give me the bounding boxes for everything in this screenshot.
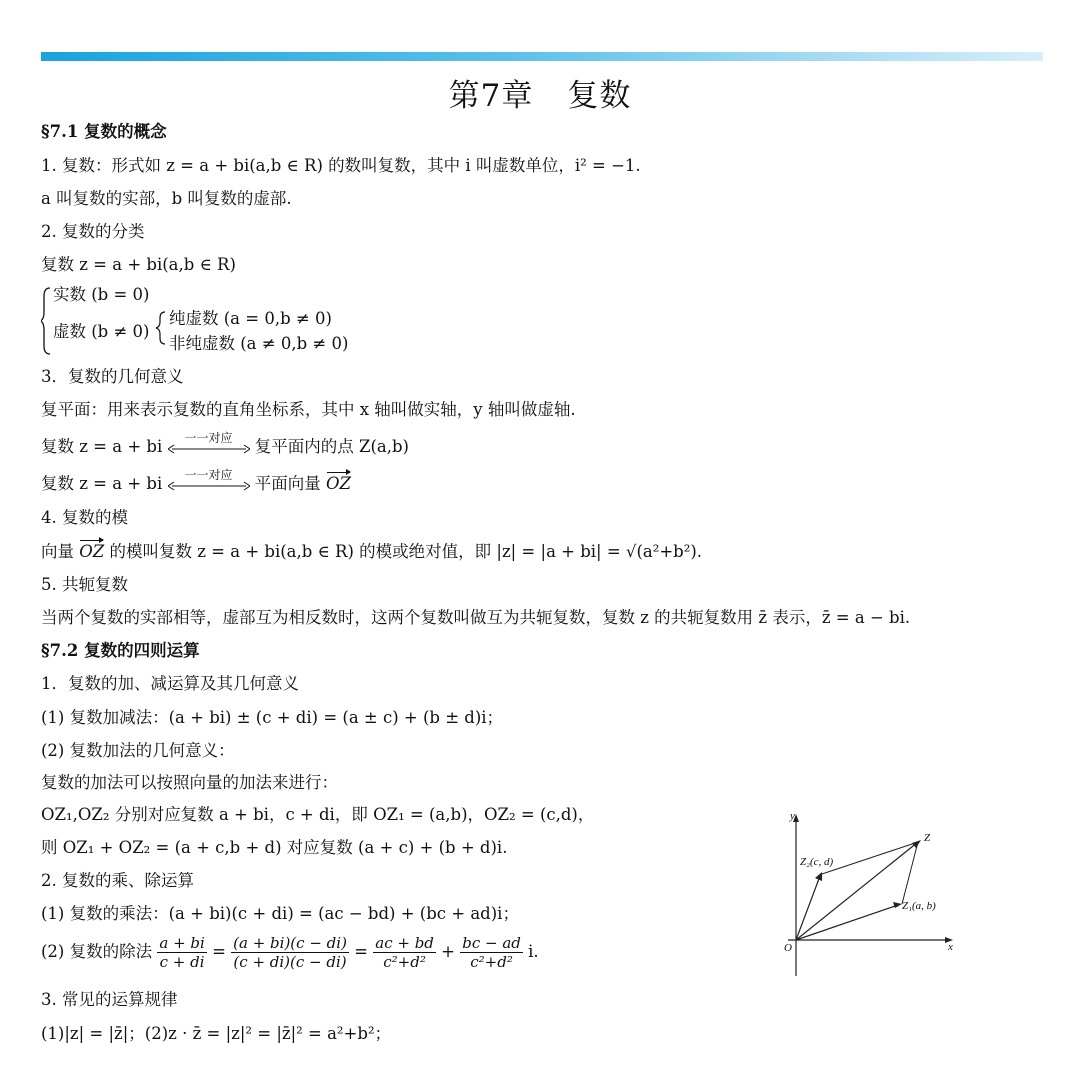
fraction: $\frac{bc - ad}{\text{c²+d²}}$ <box>462 934 521 971</box>
text-line: (1) 复数加减法：(a + bi) ± (c + di) = (a ± c) + (b ± d)i； <box>41 708 504 727</box>
text-line: 复数的加法可以按照向量的加法来进行： <box>41 773 338 792</box>
text-line: OZ₁,OZ₂ 分别对应复数 a + bi，c + di，即 OZ₁ = (a,b)，OZ₂ = (c,d)， <box>41 805 595 824</box>
real-number-item: 实数 (b = 0) <box>53 285 150 304</box>
vector-oz: OZ <box>79 540 104 564</box>
text-line: 复数 z = a + bi(a,b ∈ R) <box>41 255 236 274</box>
classification-brace <box>41 284 401 358</box>
origin-label: O <box>784 942 792 954</box>
text-line: 3. 常见的运算规律 <box>41 990 178 1009</box>
pure-imaginary-item: 纯虚数 (a = 0,b ≠ 0) <box>169 309 332 328</box>
point-z1-label: Z₁(a, b) <box>902 900 936 912</box>
fraction: $\frac{ac + bd}{\text{c²+d²}}$ <box>375 934 434 971</box>
text-line: 1．复数的加、减运算及其几何意义 <box>41 674 299 693</box>
division-formula: (2) 复数的除法 $\frac{a + bi}{c + di}$ = $\frac{(a + bi)(c - di)}{(c + di)(c - di)}$ = $\frac{ac + bd}{\text{c²+d²}}$ + $\frac{bc - ad}{\text{c²+d²}}$ i. <box>41 934 539 971</box>
text-line: (2) 复数加法的几何意义： <box>41 741 235 760</box>
text-line: 2. 复数的分类 <box>41 222 145 241</box>
text-line: 2. 复数的乘、除运算 <box>41 871 194 890</box>
section-heading-7-2: §7.2 复数的四则运算 <box>41 641 200 660</box>
header-accent-bar <box>41 52 1043 61</box>
chapter-title: 复数 <box>567 78 632 114</box>
non-pure-imaginary-item: 非纯虚数 (a ≠ 0,b ≠ 0) <box>169 334 349 353</box>
modulus-line: 向量 OZ 的模叫复数 z = a + bi(a,b ∈ R) 的模或绝对值，即 |z| = |a + bi| = √(a²+b²). <box>41 540 702 564</box>
imaginary-number-item: 虚数 (b ≠ 0) <box>53 322 150 341</box>
x-axis-label: x <box>948 941 953 953</box>
chapter-number: 第7章 <box>448 78 534 114</box>
text-line: 当两个复数的实部相等，虚部互为相反数时，这两个复数叫做互为共轭复数，复数 z 的共轭复数用 z̄ 表示，z̄ = a − bi. <box>41 608 911 627</box>
correspondence-line: 复数 z = a + bi 一一对应 复平面内的点 Z(a,b) <box>41 430 409 456</box>
double-arrow-icon: 一一对应 <box>168 438 250 458</box>
double-arrow-icon: 一一对应 <box>168 475 250 495</box>
y-axis-label: y <box>790 810 795 822</box>
point-z2-label: Z₂(c, d) <box>800 856 834 868</box>
text-line: a 叫复数的实部，b 叫复数的虚部. <box>41 189 292 208</box>
vector-oz: OZ <box>326 472 351 496</box>
section-heading-7-1: §7.1 复数的概念 <box>41 122 167 141</box>
point-z-label: Z <box>924 832 931 844</box>
text-line: 5. 共轭复数 <box>41 575 128 594</box>
text-line: 复平面：用来表示复数的直角坐标系，其中 x 轴叫做实轴，y 轴叫做虚轴. <box>41 400 576 419</box>
diagram-svg <box>778 808 963 983</box>
page-title <box>0 70 1080 115</box>
text-line: 4. 复数的模 <box>41 508 128 527</box>
fraction: $\frac{(a + bi)(c - di)}{(c + di)(c - di)}$ <box>233 934 347 971</box>
fraction: $\frac{a + bi}{c + di}$ <box>159 934 205 971</box>
correspondence-line: 复数 z = a + bi 一一对应 平面向量 OZ <box>41 472 351 496</box>
text-line: 则 OZ₁ + OZ₂ = (a + c,b + d) 对应复数 (a + c) + (b + d)i. <box>41 838 508 857</box>
text-line: (1)|z| = |z̄|；(2)z · z̄ = |z|² = |z̄|² = a²+b²； <box>41 1024 392 1043</box>
text-line: 3．复数的几何意义 <box>41 367 184 386</box>
text-line: (1) 复数的乘法：(a + bi)(c + di) = (ac − bd) + (bc + ad)i； <box>41 904 519 923</box>
vector-addition-diagram <box>778 808 963 983</box>
text-line: 1. 复数：形式如 z = a + bi(a,b ∈ R) 的数叫复数，其中 i 叫虚数单位，i² = −1. <box>41 156 641 175</box>
